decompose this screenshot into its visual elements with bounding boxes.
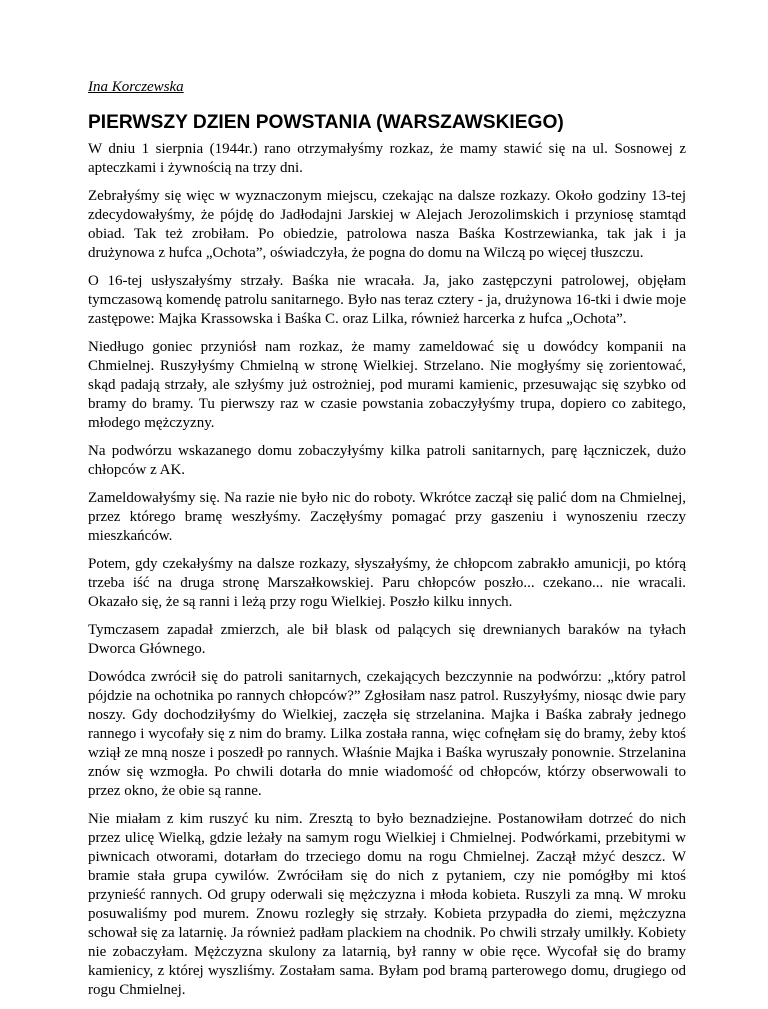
author-name: Ina Korczewska [88,79,184,95]
document-page [88,78,686,1009]
paragraph: Tymczasem zapadał zmierzch, ale bił blask od palących się drewnianych baraków na tyłach Dworca Głównego. [88,622,686,657]
paragraph: Dowódca zwrócił się do patroli sanitarnych, czekających bezczynnie na podwórzu: „który patrol pójdzie na ochotnika po rannych chłopców?” Zgłosiłam nasz patrol. Ruszyłyśmy, niosąc dwie pary noszy. Gdy dochodziłyśmy do Wielkiej, zaczęła się strzelanina. Majka i Baśka zabrały jednego rannego i wycofały się z nim do bramy. Lilka została ranna, więc cofnęłam się do bramy, żeby ktoś wziął ze mną nosze i poszedł po rannych. Właśnie Majka i Baśka wyruszały ponownie. Strzelanina znów się wzmogła. Po chwili dotarła do mnie wiadomość od chłopców, którzy obserwowali to przez okno, że obie są ranne. [88,669,686,799]
paragraph: Zebrałyśmy się więc w wyznaczonym miejscu, czekając na dalsze rozkazy. Około godziny 13-tej zdecydowałyśmy, że pójdę do Jadłodajni Jarskiej w Alejach Jerozolimskich i przyniosę stamtąd obiad. Tak też zrobiłam. Po obiedzie, patrolowa nasza Baśka Kostrzewianka, tak jak i ja drużynowa z hufca „Ochota”, oświadczyła, że pogna do domu na Wilczą po więcej tłuszczu. [88,188,686,261]
paragraph: Zameldowałyśmy się. Na razie nie było nic do roboty. Wkrótce zaczął się palić dom na Chmielnej, przez którego bramę weszłyśmy. Zaczęłyśmy pomagać przy gaszeniu i wynoszeniu rzeczy mieszkańców. [88,490,686,544]
paragraph: O 16-tej usłyszałyśmy strzały. Baśka nie wracała. Ja, jako zastępczyni patrolowej, objęłam tymczasową komendę patrolu sanitarnego. Było nas teraz cztery - ja, drużynowa 16-tki i dwie moje zastępowe: Majka Krassowska i Baśka C. oraz Lilka, również harcerka z hufca „Ochota”. [88,273,686,327]
paragraph: Nie miałam z kim ruszyć ku nim. Zresztą to było beznadziejne. Postanowiłam dotrzeć do nich przez ulicę Wielką, gdzie leżały na samym rogu Wielkiej i Chmielnej. Podwórkami, przebitymi w piwnicach otworami, dotarłam do trzeciego domu na rogu Chmielnej. Zaczął mżyć deszcz. W bramie stała grupa cywilów. Zwróciłam się do nich z pytaniem, czy nie pomógłby mi ktoś przynieść rannych. Od grupy oderwali się mężczyzna i młoda kobieta. Ruszyli za mną. W mroku posuwaliśmy pod murem. Znowu rozległy się strzały. Kobieta przypadła do ziemi, mężczyzna schował się za latarnię. Ja również padłam plackiem na chodnik. Po chwili strzały umilkły. Kobiety nie zobaczyłam. Mężczyzna skulony za latarnią, był ranny w obie ręce. Wycofał się do bramy kamienicy, z której wyszliśmy. Zostałam sama. Byłam pod bramą parterowego domu, drugiego od rogu Chmielnej. [88,811,686,998]
paragraph: W dniu 1 sierpnia (1944r.) rano otrzymałyśmy rozkaz, że mamy stawić się na ul. Sosnowej z apteczkami i żywnością na trzy dni. [88,141,686,176]
paragraph: Potem, gdy czekałyśmy na dalsze rozkazy, słyszałyśmy, że chłopcom zabrakło amunicji, po którą trzeba iść na druga stronę Marszałkowskiej. Paru chłopców poszło... czekano... nie wracali. Okazało się, że są ranni i leżą przy rogu Wielkiej. Poszło kilku innych. [88,556,686,610]
paragraph: Na podwórzu wskazanego domu zobaczyłyśmy kilka patroli sanitarnych, parę łączniczek, dużo chłopców z AK. [88,443,686,478]
paragraph: Niedługo goniec przyniósł nam rozkaz, że mamy zameldować się u dowódcy kompanii na Chmielnej. Ruszyłyśmy Chmielną w stronę Wielkiej. Strzelano. Nie mogłyśmy się zorientować, skąd padają strzały, ale szłyśmy już ostrożniej, pod murami kamienic, przesuwając się szybko od bramy do bramy. Tu pierwszy raz w czasie powstania zobaczyłyśmy trupa, dopiero co zabitego, młodego mężczyzny. [88,339,686,431]
document-title: PIERWSZY DZIEN POWSTANIA (WARSZAWSKIEGO) [88,112,564,133]
